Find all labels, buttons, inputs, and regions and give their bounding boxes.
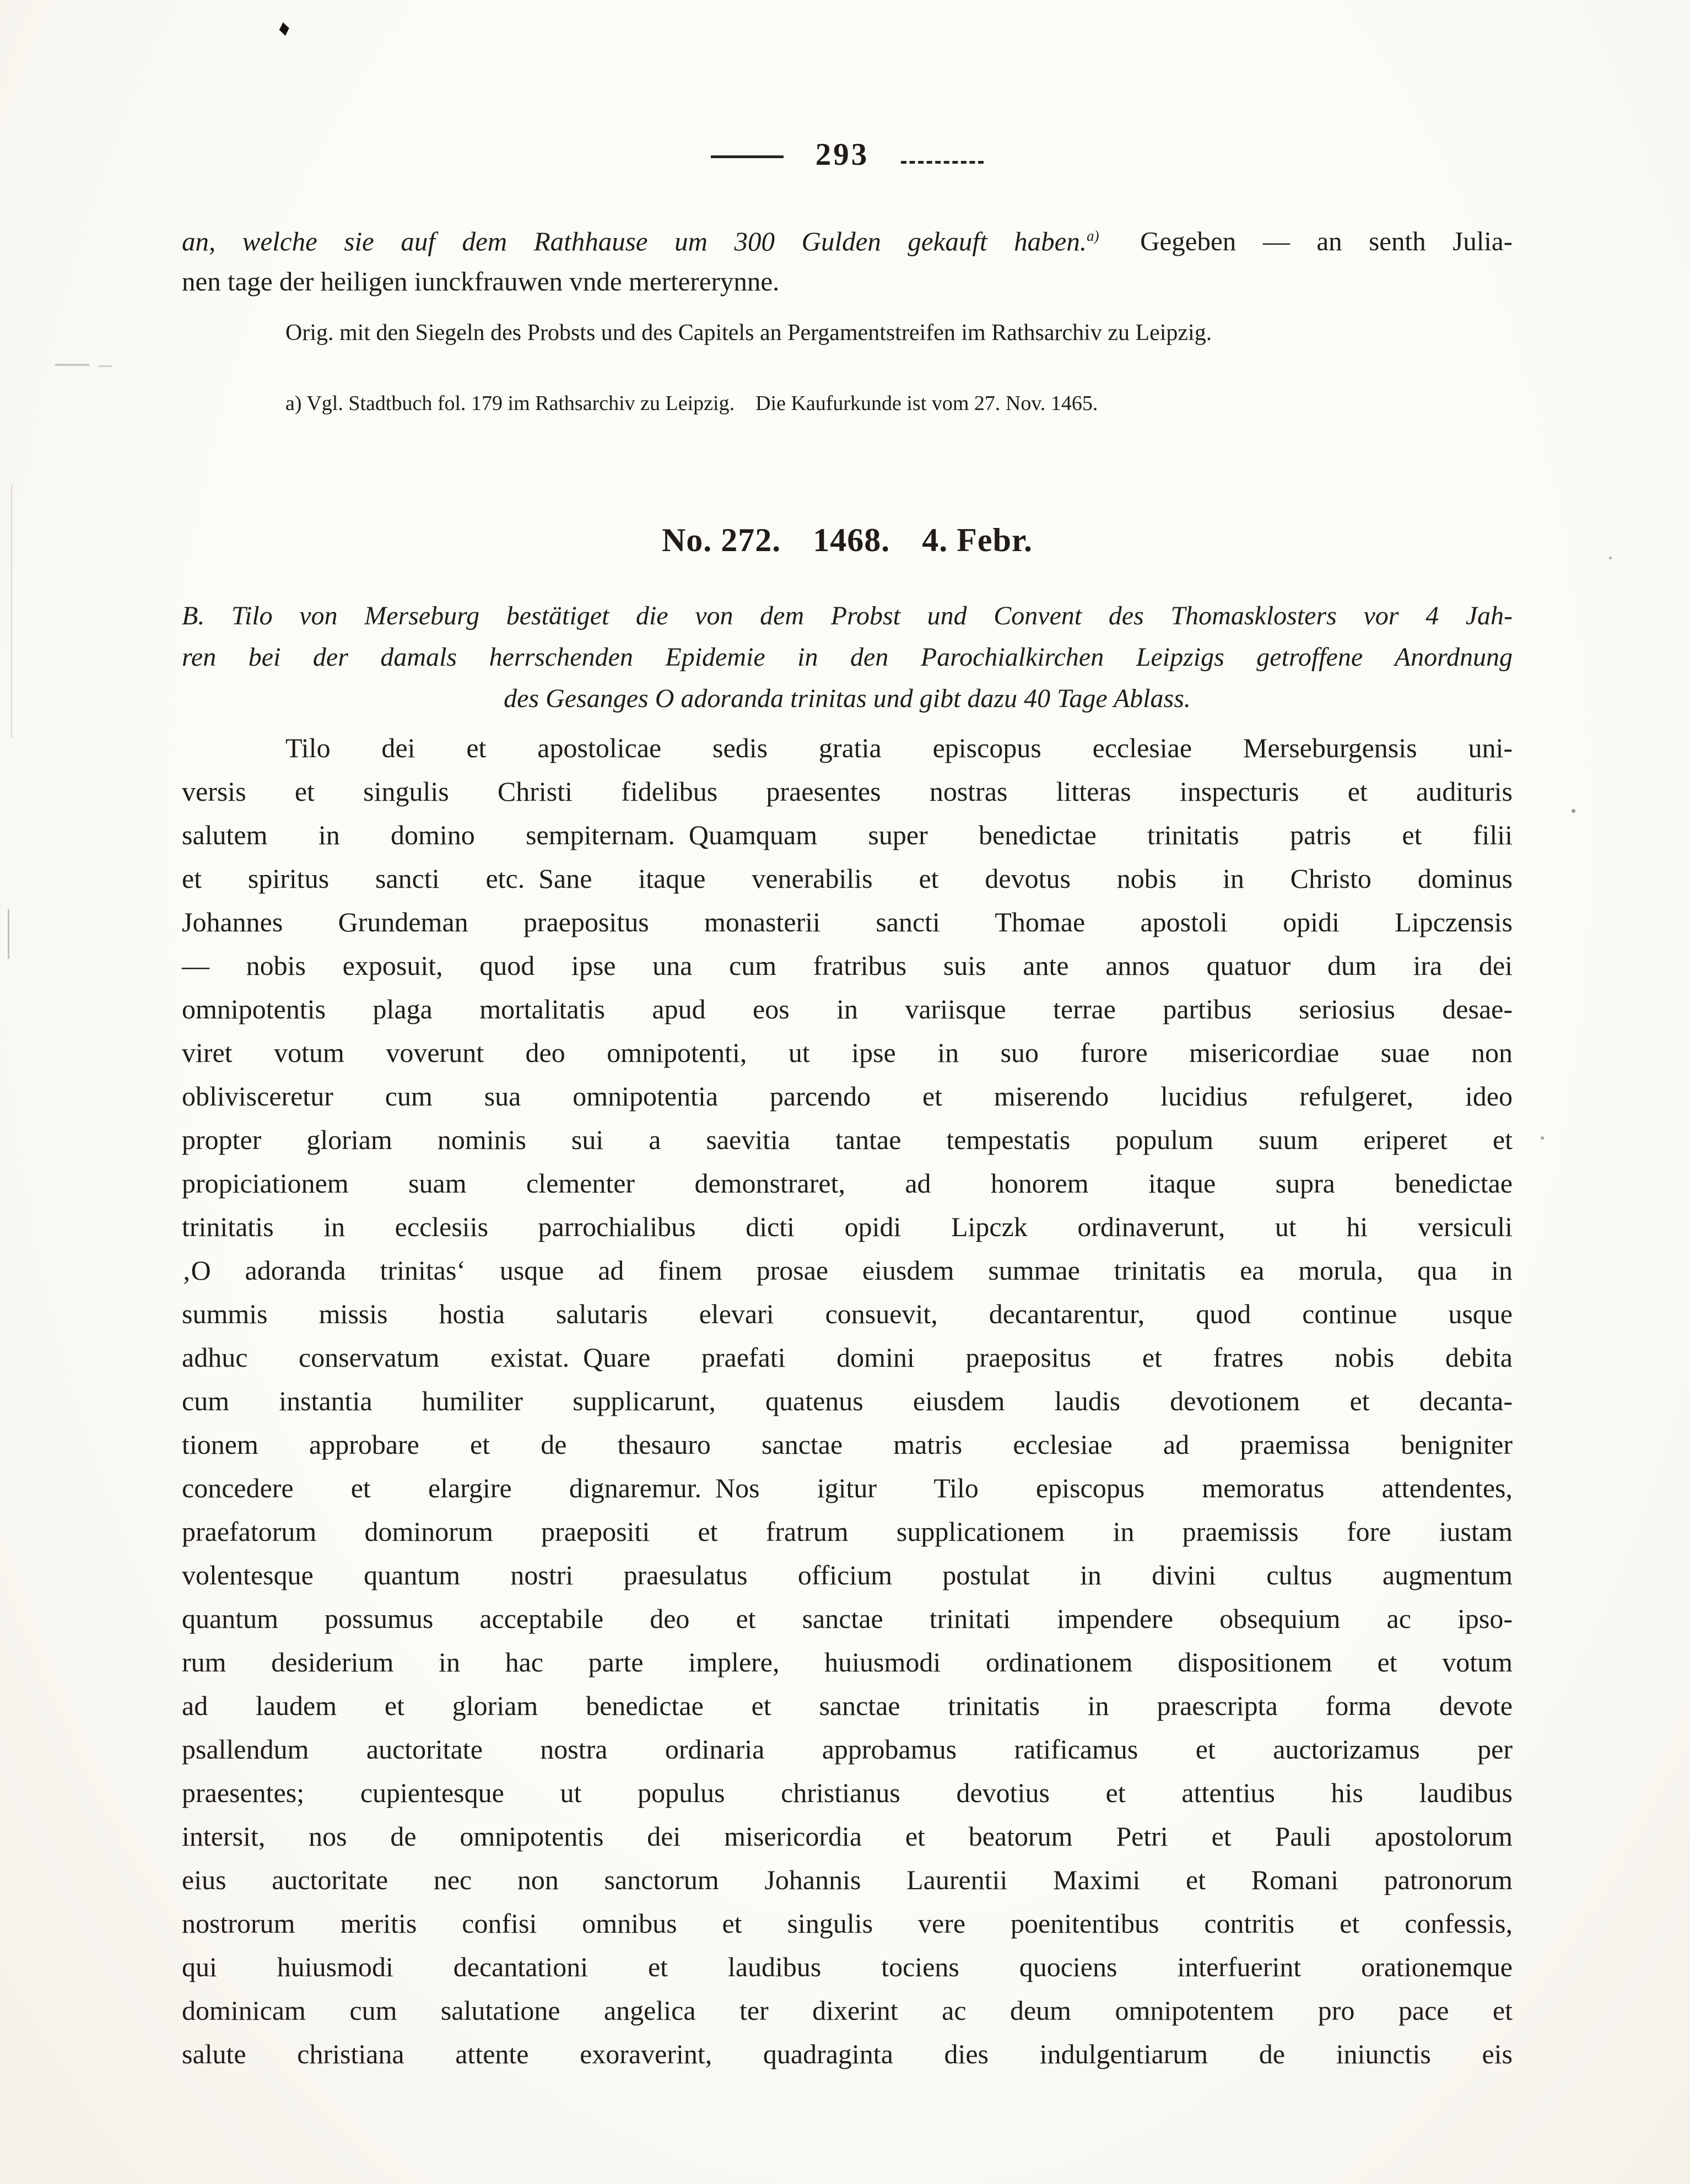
regest-summary — [182, 595, 1513, 719]
body-line: propter gloriam nominis sui a saevitia tantae tempestatis populum suum eriperet et — [182, 1124, 1513, 1155]
body-line: Johannes Grundeman praepositus monasterii sancti Thomae apostoli opidi Lipczensis — [182, 907, 1513, 937]
body-line: ad laudem et gloriam benedictae et sanctae trinitatis in praescripta forma devote — [182, 1690, 1513, 1721]
ink-speck-artifact — [1541, 1136, 1544, 1140]
body-line: quantum possumus acceptabile deo et sanctae trinitati impendere obsequium ac ipso- — [182, 1603, 1513, 1634]
body-line: salutem in domino sempiternam. Quamquam super benedictae trinitatis patris et filii — [182, 819, 1513, 850]
regest-line: des Gesanges O adoranda trinitas und gibt dazu 40 Tage Ablass. — [504, 684, 1191, 713]
scan-edge-line-artifact — [8, 909, 9, 959]
page-header — [182, 137, 1513, 173]
ink-speck-artifact — [1572, 809, 1575, 813]
ink-speck-artifact — [1609, 557, 1612, 559]
body-line: praefatorum dominorum praepositi et fratrum supplicationem in praemissis fore iustam — [182, 1516, 1513, 1547]
intro-italic-text: an, welche sie auf dem Rathhause um 300 Gulden gekauft haben. — [182, 226, 1087, 257]
body-line: et spiritus sancti etc. Sane itaque venerabilis et devotus nobis in Christo dominus — [182, 863, 1513, 894]
body-line: eius auctoritate nec non sanctorum Johannis Laurentii Maximi et Romani patronorum — [182, 1864, 1513, 1895]
footnote-marker: a) — [1087, 228, 1099, 244]
regest-line: ren bei der damals herrschenden Epidemie in den Parochialkirchen Leipzigs getroffene Anordnung — [182, 643, 1513, 672]
intro-line-1 — [182, 216, 1513, 261]
body-line: psallendum auctoritate nostra ordinaria approbamus ratificamus et auctorizamus per — [182, 1734, 1513, 1765]
regest-line: B. Tilo von Merseburg bestätiget die von dem Probst und Convent des Thomasklosters vor 4 Jah- — [182, 601, 1513, 630]
body-line: summis missis hostia salutaris elevari consuevit, decantarentur, quod continue usque — [182, 1298, 1513, 1329]
source-note: Orig. mit den Siegeln des Probsts und des Capitels an Pergamentstreifen im Rathsarchiv zu Leipzig. — [285, 320, 1212, 346]
body-line: praesentes; cupientesque ut populus christianus devotius et attentius his laudibus — [182, 1777, 1513, 1808]
body-line: viret votum voverunt deo omnipotenti, ut ipse in suo furore misericordiae suae non — [182, 1037, 1513, 1068]
margin-dash-artifact — [55, 364, 89, 366]
body-line: tionem approbare et de thesauro sanctae matris ecclesiae ad praemissa benigniter — [182, 1429, 1513, 1460]
document-body — [182, 726, 1513, 2076]
ink-blot-artifact: ♦ — [276, 15, 293, 42]
intro-line-2: nen tage der heiligen iunckfrauwen vnde mertererynne. — [182, 266, 780, 297]
body-line: volentesque quantum nostri praesulatus officium postulat in divini cultus augmentum — [182, 1560, 1513, 1590]
document-date: 4. Febr. — [922, 522, 1033, 558]
body-line: adhuc conservatum existat. Quare praefati domini praepositus et fratres nobis debita — [182, 1342, 1513, 1373]
body-line: cum instantia humiliter supplicarunt, quatenus eiusdem laudis devotionem et decanta- — [182, 1385, 1513, 1416]
margin-dash-artifact — [98, 365, 112, 367]
body-line: concedere et elargire dignaremur. Nos igitur Tilo episcopus memoratus attendentes, — [182, 1473, 1513, 1503]
header-rule-right — [901, 161, 984, 164]
body-line: qui huiusmodi decantationi et laudibus tociens quociens interfuerint orationemque — [182, 1951, 1513, 1982]
document-number: No. 272. — [661, 522, 781, 558]
body-line: oblivisceretur cum sua omnipotentia parcendo et miserendo lucidius refulgeret, ideo — [182, 1081, 1513, 1112]
body-line: omnipotentis plaga mortalitatis apud eos in variisque terrae partibus seriosius desae- — [182, 994, 1513, 1024]
body-line: propiciationem suam clementer demonstraret, ad honorem itaque supra benedictae — [182, 1168, 1513, 1199]
footnote: a) Vgl. Stadtbuch fol. 179 im Rathsarchiv zu Leipzig. Die Kaufurkunde ist vom 27. Nov. 1465. — [285, 392, 1098, 415]
body-line: ‚O adoranda trinitas‘ usque ad finem prosae eiusdem summae trinitatis ea morula, qua in — [182, 1255, 1513, 1286]
body-line: Tilo dei et apostolicae sedis gratia episcopus ecclesiae Merseburgensis uni- — [285, 732, 1513, 763]
document-year: 1468. — [813, 522, 890, 558]
header-rule-left — [711, 155, 784, 158]
page-number: 293 — [815, 137, 870, 172]
body-line: trinitatis in ecclesiis parrochialibus dicti opidi Lipczk ordinaverunt, ut hi versiculi — [182, 1211, 1513, 1242]
body-line: nostrorum meritis confisi omnibus et singulis vere poenitentibus contritis et confessis, — [182, 1908, 1513, 1939]
intro-paragraph — [182, 216, 1513, 301]
body-line: rum desiderium in hac parte implere, huiusmodi ordinationem dispositionem et votum — [182, 1647, 1513, 1678]
body-line: versis et singulis Christi fidelibus praesentes nostras litteras inspecturis et audituris — [182, 776, 1513, 807]
document-heading — [182, 521, 1513, 559]
scan-edge-line-artifact — [11, 485, 12, 738]
body-line: salute christiana attente exoraverint, quadraginta dies indulgentiarum de iniunctis eis — [182, 2039, 1513, 2069]
intro-roman-text: Gegeben — an senth Julia- — [1140, 226, 1513, 257]
body-line: dominicam cum salutatione angelica ter dixerint ac deum omnipotentem pro pace et — [182, 1995, 1513, 2026]
body-line: intersit, nos de omnipotentis dei misericordia et beatorum Petri et Pauli apostolorum — [182, 1821, 1513, 1852]
body-line: — nobis exposuit, quod ipse una cum fratribus suis ante annos quatuor dum ira dei — [182, 950, 1513, 981]
